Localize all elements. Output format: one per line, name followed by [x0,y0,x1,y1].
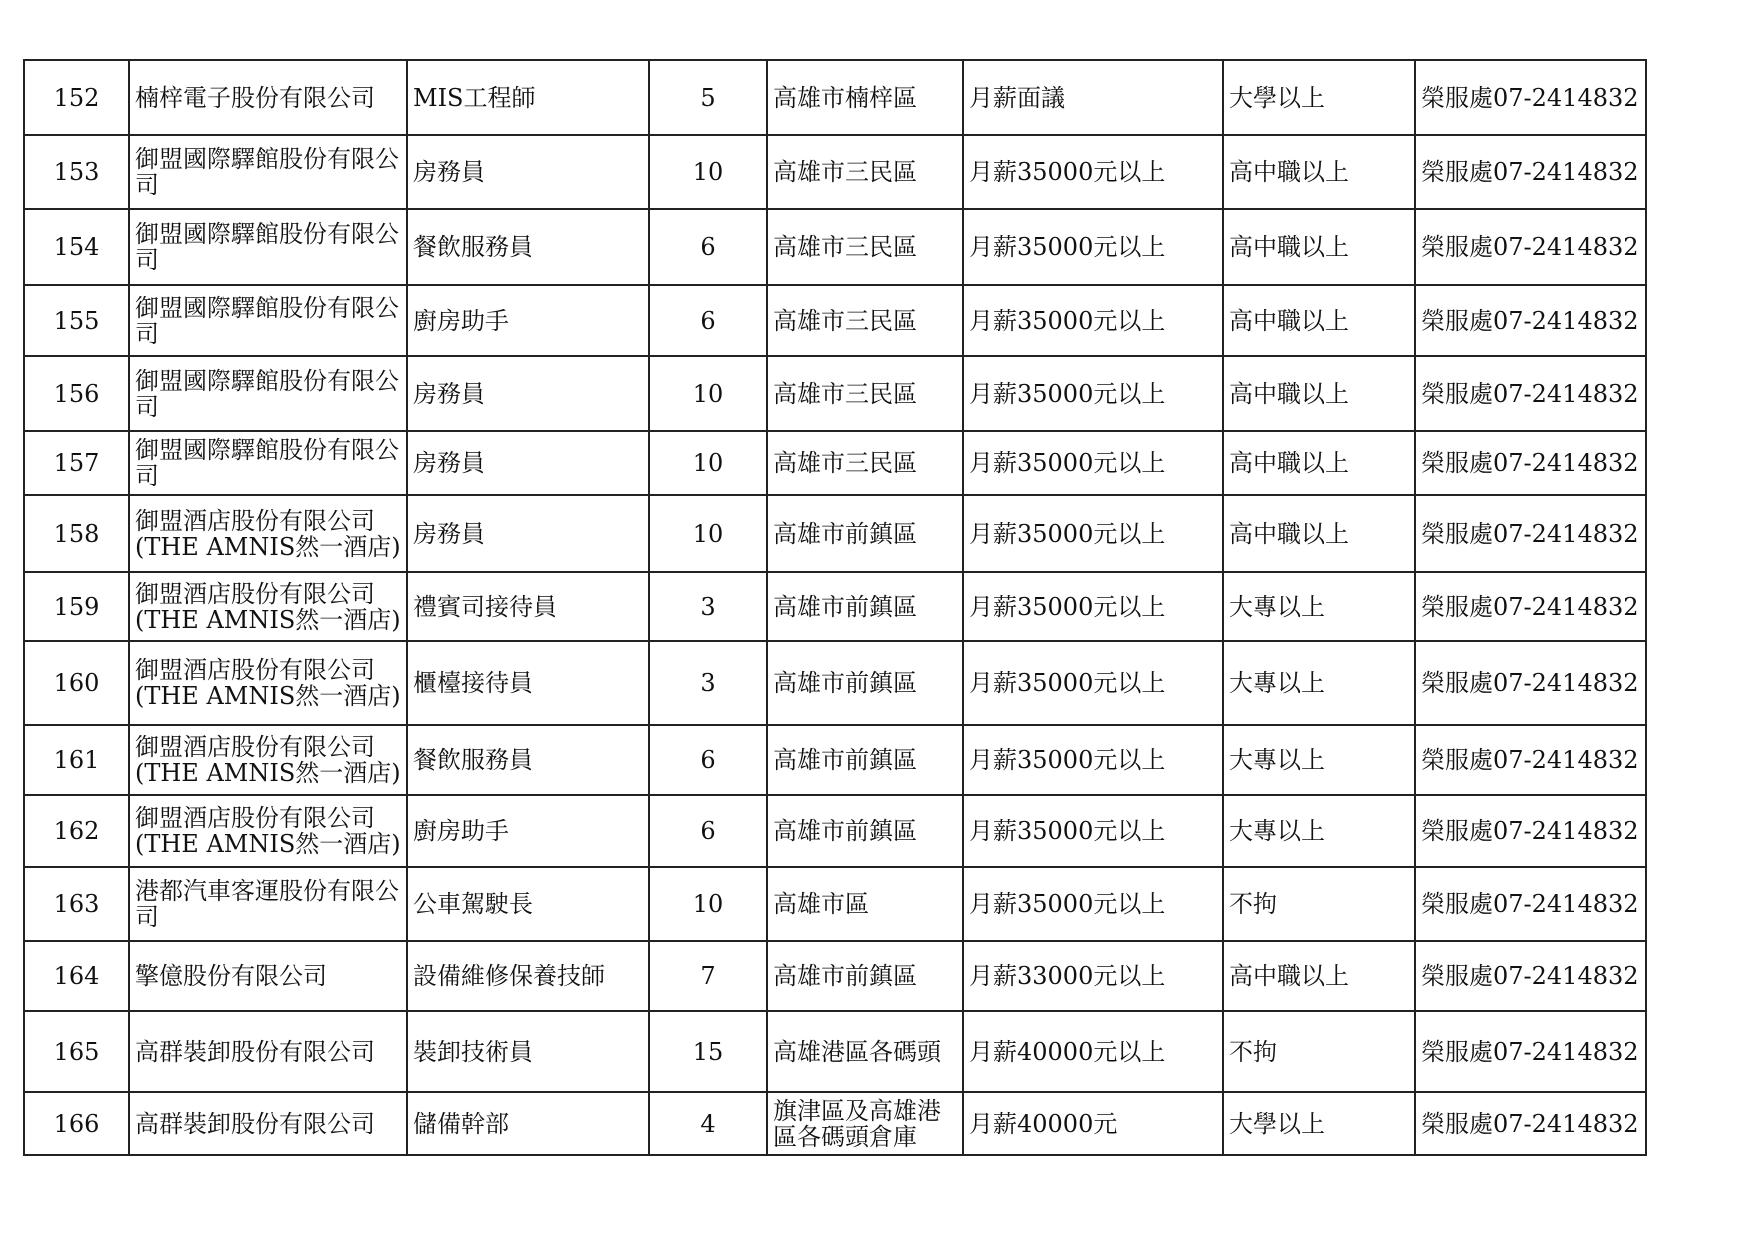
education-requirement: 高中職以上 [1223,495,1415,572]
openings-count: 6 [649,285,767,356]
contact-info: 榮服處07-2414832 [1415,725,1646,795]
work-location: 高雄市三民區 [767,209,963,285]
row-number: 161 [24,725,129,795]
contact-info: 榮服處07-2414832 [1415,867,1646,941]
education-requirement: 高中職以上 [1223,135,1415,209]
contact-info: 榮服處07-2414832 [1415,356,1646,431]
work-location: 高雄市前鎮區 [767,941,963,1011]
job-title: 房務員 [407,356,649,431]
row-number: 165 [24,1011,129,1092]
work-location: 高雄市前鎮區 [767,641,963,725]
openings-count: 10 [649,431,767,495]
openings-count: 3 [649,572,767,641]
company-name: 御盟酒店股份有限公司(THE AMNIS然一酒店) [129,641,407,725]
openings-count: 10 [649,867,767,941]
education-requirement: 大專以上 [1223,572,1415,641]
job-title: MIS工程師 [407,60,649,135]
table-row [24,941,1646,1011]
salary: 月薪35000元以上 [963,572,1223,641]
salary: 月薪35000元以上 [963,209,1223,285]
table-row [24,725,1646,795]
contact-info: 榮服處07-2414832 [1415,60,1646,135]
work-location: 高雄市前鎮區 [767,795,963,867]
job-title: 房務員 [407,135,649,209]
job-title: 禮賓司接待員 [407,572,649,641]
row-number: 163 [24,867,129,941]
row-number: 162 [24,795,129,867]
company-name: 御盟國際驛館股份有限公司 [129,431,407,495]
openings-count: 10 [649,356,767,431]
job-title: 廚房助手 [407,795,649,867]
table-row [24,135,1646,209]
contact-info: 榮服處07-2414832 [1415,572,1646,641]
education-requirement: 高中職以上 [1223,285,1415,356]
contact-info: 榮服處07-2414832 [1415,1092,1646,1155]
openings-count: 6 [649,795,767,867]
work-location: 高雄市三民區 [767,285,963,356]
table-row [24,495,1646,572]
work-location: 高雄市前鎮區 [767,572,963,641]
salary: 月薪33000元以上 [963,941,1223,1011]
openings-count: 3 [649,641,767,725]
job-title: 餐飲服務員 [407,725,649,795]
openings-count: 4 [649,1092,767,1155]
education-requirement: 不拘 [1223,1011,1415,1092]
job-title: 公車駕駛長 [407,867,649,941]
job-title: 餐飲服務員 [407,209,649,285]
contact-info: 榮服處07-2414832 [1415,641,1646,725]
company-name: 御盟酒店股份有限公司(THE AMNIS然一酒店) [129,795,407,867]
job-title: 廚房助手 [407,285,649,356]
education-requirement: 大專以上 [1223,725,1415,795]
work-location: 高雄市區 [767,867,963,941]
salary: 月薪35000元以上 [963,431,1223,495]
salary: 月薪35000元以上 [963,285,1223,356]
education-requirement: 大專以上 [1223,795,1415,867]
openings-count: 6 [649,209,767,285]
table-row [24,285,1646,356]
work-location: 高雄市前鎮區 [767,725,963,795]
company-name: 御盟國際驛館股份有限公司 [129,356,407,431]
education-requirement: 不拘 [1223,867,1415,941]
company-name: 御盟酒店股份有限公司(THE AMNIS然一酒店) [129,725,407,795]
company-name: 擎億股份有限公司 [129,941,407,1011]
company-name: 御盟酒店股份有限公司(THE AMNIS然一酒店) [129,572,407,641]
salary: 月薪面議 [963,60,1223,135]
work-location: 高雄市三民區 [767,356,963,431]
education-requirement: 高中職以上 [1223,941,1415,1011]
company-name: 楠梓電子股份有限公司 [129,60,407,135]
salary: 月薪35000元以上 [963,725,1223,795]
salary: 月薪35000元以上 [963,495,1223,572]
salary: 月薪35000元以上 [963,867,1223,941]
company-name: 御盟國際驛館股份有限公司 [129,285,407,356]
salary: 月薪35000元以上 [963,641,1223,725]
work-location: 旗津區及高雄港區各碼頭倉庫 [767,1092,963,1155]
table-row [24,867,1646,941]
contact-info: 榮服處07-2414832 [1415,209,1646,285]
contact-info: 榮服處07-2414832 [1415,431,1646,495]
job-title: 設備維修保養技師 [407,941,649,1011]
education-requirement: 高中職以上 [1223,356,1415,431]
row-number: 154 [24,209,129,285]
work-location: 高雄市三民區 [767,431,963,495]
contact-info: 榮服處07-2414832 [1415,1011,1646,1092]
table-row [24,795,1646,867]
table-row [24,641,1646,725]
education-requirement: 高中職以上 [1223,209,1415,285]
work-location: 高雄市三民區 [767,135,963,209]
job-title: 櫃檯接待員 [407,641,649,725]
row-number: 153 [24,135,129,209]
table-body [24,60,1646,1155]
work-location: 高雄港區各碼頭 [767,1011,963,1092]
openings-count: 5 [649,60,767,135]
job-title: 儲備幹部 [407,1092,649,1155]
salary: 月薪35000元以上 [963,135,1223,209]
row-number: 160 [24,641,129,725]
education-requirement: 大學以上 [1223,60,1415,135]
table-row [24,209,1646,285]
education-requirement: 大專以上 [1223,641,1415,725]
contact-info: 榮服處07-2414832 [1415,795,1646,867]
salary: 月薪35000元以上 [963,356,1223,431]
row-number: 166 [24,1092,129,1155]
education-requirement: 大學以上 [1223,1092,1415,1155]
row-number: 164 [24,941,129,1011]
job-listings-table [23,59,1647,1156]
contact-info: 榮服處07-2414832 [1415,135,1646,209]
contact-info: 榮服處07-2414832 [1415,495,1646,572]
table-row [24,356,1646,431]
job-title: 房務員 [407,495,649,572]
company-name: 御盟酒店股份有限公司(THE AMNIS然一酒店) [129,495,407,572]
openings-count: 10 [649,495,767,572]
salary: 月薪40000元 [963,1092,1223,1155]
row-number: 156 [24,356,129,431]
contact-info: 榮服處07-2414832 [1415,941,1646,1011]
openings-count: 15 [649,1011,767,1092]
salary: 月薪35000元以上 [963,795,1223,867]
contact-info: 榮服處07-2414832 [1415,285,1646,356]
openings-count: 7 [649,941,767,1011]
openings-count: 6 [649,725,767,795]
company-name: 御盟國際驛館股份有限公司 [129,209,407,285]
education-requirement: 高中職以上 [1223,431,1415,495]
row-number: 157 [24,431,129,495]
company-name: 御盟國際驛館股份有限公司 [129,135,407,209]
row-number: 159 [24,572,129,641]
salary: 月薪40000元以上 [963,1011,1223,1092]
company-name: 港都汽車客運股份有限公司 [129,867,407,941]
job-title: 裝卸技術員 [407,1011,649,1092]
job-title: 房務員 [407,431,649,495]
table-row [24,572,1646,641]
table-row [24,60,1646,135]
row-number: 155 [24,285,129,356]
work-location: 高雄市前鎮區 [767,495,963,572]
table-row [24,1011,1646,1092]
work-location: 高雄市楠梓區 [767,60,963,135]
row-number: 158 [24,495,129,572]
company-name: 高群裝卸股份有限公司 [129,1011,407,1092]
openings-count: 10 [649,135,767,209]
company-name: 高群裝卸股份有限公司 [129,1092,407,1155]
table-row [24,431,1646,495]
table-row [24,1092,1646,1155]
row-number: 152 [24,60,129,135]
